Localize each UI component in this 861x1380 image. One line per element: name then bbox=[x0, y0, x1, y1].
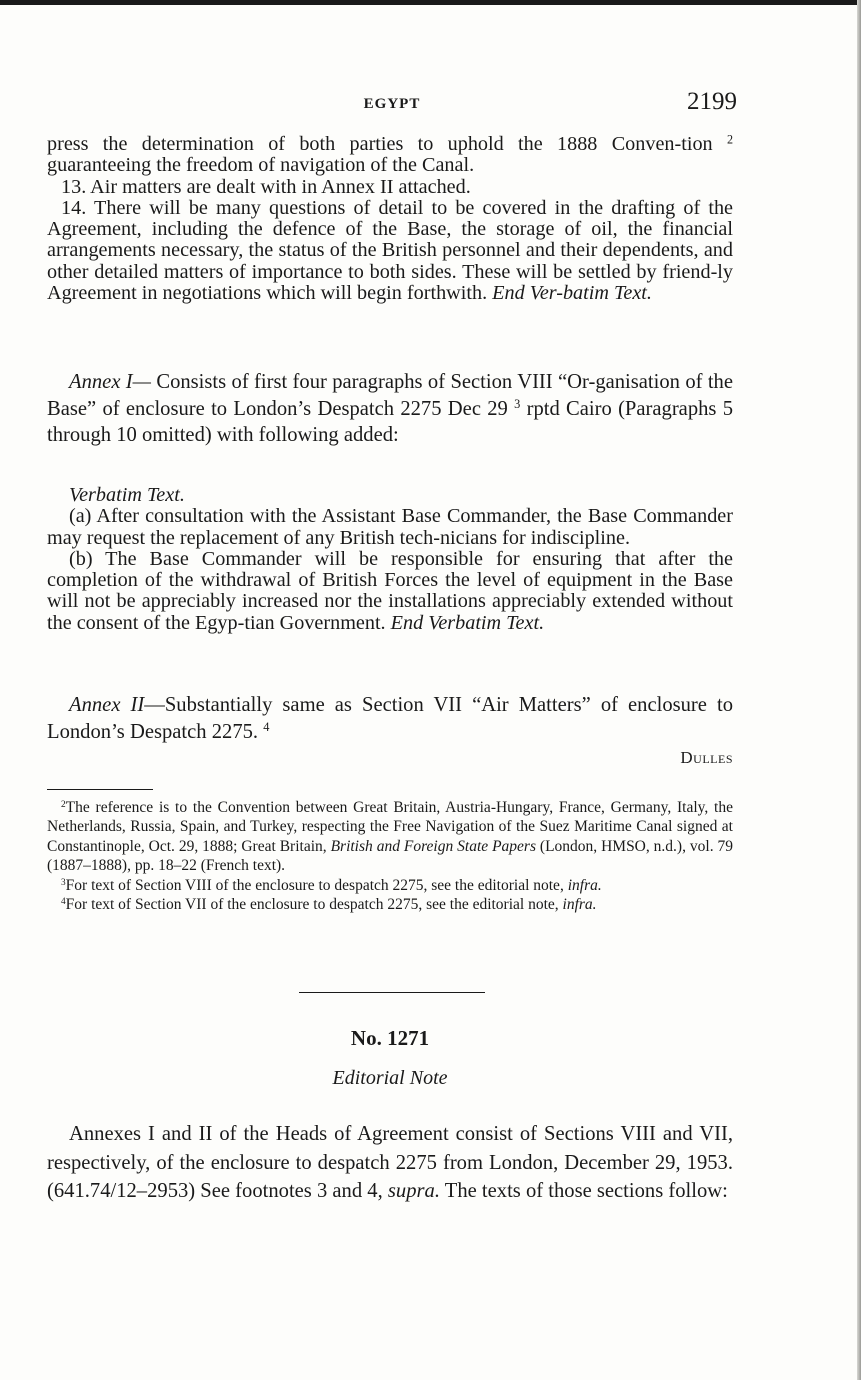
end-verbatim-label: End Ver-batim Text. bbox=[492, 282, 652, 305]
paragraph-13: 13. Air matters are dealt with in Annex II attached. bbox=[61, 175, 471, 198]
footnote-ref-3: 3 bbox=[514, 396, 521, 411]
running-head: EGYPT bbox=[363, 96, 421, 112]
page-header bbox=[47, 88, 737, 122]
paragraph-continuation: press the determination of both parties to uphold the 1888 Conven-tion $^2$ guaranteeing the freedom of navigation of the Canal. bbox=[47, 132, 734, 177]
annex-2-block bbox=[47, 692, 733, 745]
verbatim-item-a: (a) After consultation with the Assistant Base Commander, the Base Commander may request the replacement of any British tech-nicians for indiscipline. bbox=[47, 505, 733, 549]
document-subtitle: Editorial Note bbox=[332, 1067, 448, 1089]
footnotes bbox=[47, 798, 733, 914]
footnote-rule bbox=[47, 789, 153, 790]
verbatim-item-b: (b) The Base Commander will be responsible for ensuring that after the completion of the withdrawal of British Forces the level of equipment in the Base will not be appreciably increased nor the installations appreciably extended without the consent of the Egyp-tian Government. End Verbatim Text. bbox=[47, 547, 733, 634]
annex-1-block bbox=[47, 369, 733, 449]
verbatim-heading: Verbatim Text. bbox=[69, 484, 185, 506]
page-edge bbox=[857, 0, 861, 1380]
signature: Dulles bbox=[680, 748, 733, 767]
paragraph-14: 14. There will be many questions of detail to be covered in the drafting of the Agreement, including the defence of the Base, the storage of oil, the financial arrangements necessary, the status of the British personnel and their dependents, and other detailed matters of importance to both sides. These will be settled by friend-ly Agreement in negotiations which will begin forthwith. End Ver-batim Text. bbox=[47, 196, 733, 305]
top-border bbox=[0, 0, 861, 5]
editorial-paragraph: Annexes I and II of the Heads of Agreement consist of Sections VIII and VII, respectively, of the enclosure to despatch 2275 from London, December 29, 1953. (641.74/12–2953) See footnotes 3 and 4, supra. The texts of those sections follow: bbox=[47, 1123, 733, 1202]
annex-2-paragraph: Annex II—Substantially same as Section VII “Air Matters” of enclosure to London’s Despatch 2275. $^4$ bbox=[47, 694, 733, 743]
footnote-2: $^2$The reference is to the Convention between Great Britain, Austria-Hungary, France, Germany, Italy, the Netherlands, Russia, Spain, and Turkey, respecting the Free Navigation of the Suez Maritime Canal signed at Constantinople, Oct. 29, 1888; Great Britain, British and Foreign State Papers (London, HMSO, n.d.), vol. 79 (1887–1888), pp. 18–22 (French text). bbox=[47, 799, 733, 875]
editorial-note-body bbox=[47, 1120, 733, 1206]
footnote-ref-4: 4 bbox=[263, 719, 270, 734]
footnote-ref-2: 2 bbox=[726, 132, 734, 147]
annex-1-paragraph: Annex I— Consists of first four paragraphs of Section VIII “Or-ganisation of the Base” of enclosure to London’s Despatch 2275 Dec 29 $^3$ rptd Cairo (Paragraphs 5 through 10 omitted) with following added: bbox=[47, 371, 734, 446]
document-number: No. 1271 bbox=[350, 1026, 430, 1050]
footnote-4: $^4$For text of Section VII of the enclosure to despatch 2275, see the editorial note, infra. bbox=[61, 896, 597, 914]
section-divider bbox=[299, 992, 485, 993]
end-verbatim-label: End Verbatim Text. bbox=[390, 611, 545, 634]
page-number: 2199 bbox=[687, 88, 737, 115]
main-text-top bbox=[47, 134, 733, 304]
annex-2-label: Annex II bbox=[69, 694, 145, 716]
verbatim-block bbox=[47, 485, 733, 634]
footnote-3: $^3$For text of Section VIII of the enclosure to despatch 2275, see the editorial note, infra. bbox=[61, 876, 602, 894]
annex-1-label: Annex I— bbox=[69, 371, 151, 393]
